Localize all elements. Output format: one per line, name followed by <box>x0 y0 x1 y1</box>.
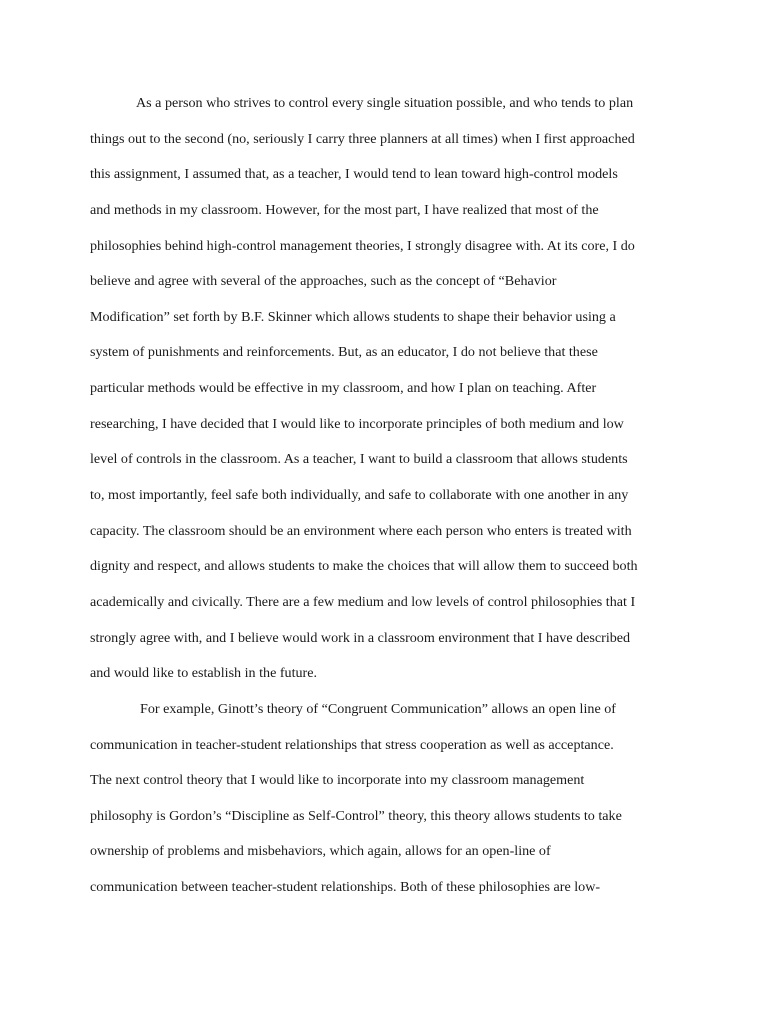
line-text: believe and agree with several of the approaches, such as the concept of “Behavior <box>90 273 557 290</box>
text-line <box>90 876 690 912</box>
line-text: particular methods would be effective in my classroom, and how I plan on teaching. After <box>90 380 597 397</box>
line-text: philosophies behind high-control management theories, I strongly disagree with. At its core, I do <box>90 237 635 254</box>
essay-body <box>90 92 690 912</box>
line-text: dignity and respect, and allows students to make the choices that will allow them to succeed both <box>90 558 638 575</box>
line-text: As a person who strives to control every single situation possible, and who tends to plan <box>136 95 634 111</box>
text-line <box>90 520 690 556</box>
text-line <box>90 627 690 663</box>
text-line <box>90 413 690 449</box>
line-text: capacity. The classroom should be an environment where each person who enters is treated with <box>90 522 632 539</box>
line-text: to, most importantly, feel safe both individually, and safe to collaborate with one another in any <box>90 487 629 504</box>
text-line <box>90 555 690 591</box>
text-line <box>90 769 690 805</box>
line-text: academically and civically. There are a few medium and low levels of control philosophies that I <box>90 593 636 610</box>
line-text: Modification” set forth by B.F. Skinner which allows students to shape their behavior using a <box>90 308 616 325</box>
text-line <box>90 734 690 770</box>
text-line <box>90 698 690 734</box>
line-text: and would like to establish in the future. <box>90 665 318 682</box>
text-line <box>90 662 690 698</box>
line-text: communication between teacher-student relationships. Both of these philosophies are low- <box>90 879 601 896</box>
line-text: level of controls in the classroom. As a teacher, I want to build a classroom that allows students <box>90 451 628 468</box>
line-text: system of punishments and reinforcements. But, as an educator, I do not believe that these <box>90 344 598 361</box>
line-text: researching, I have decided that I would like to incorporate principles of both medium and low <box>90 415 624 432</box>
text-line <box>90 163 690 199</box>
paragraph <box>90 698 690 912</box>
text-line <box>90 306 690 342</box>
text-line <box>90 591 690 627</box>
text-line <box>90 448 690 484</box>
text-line <box>90 377 690 413</box>
line-text: this assignment, I assumed that, as a teacher, I would tend to lean toward high-control models <box>90 166 618 183</box>
text-line <box>90 484 690 520</box>
line-text: ownership of problems and misbehaviors, which again, allows for an open-line of <box>90 843 551 860</box>
text-line <box>90 199 690 235</box>
text-line <box>90 235 690 271</box>
line-text: For example, Ginott’s theory of “Congruent Communication” allows an open line of <box>140 700 616 717</box>
paragraph <box>90 92 690 698</box>
text-line <box>90 92 690 128</box>
line-text: The next control theory that I would like to incorporate into my classroom management <box>90 772 585 789</box>
line-text: strongly agree with, and I believe would work in a classroom environment that I have described <box>90 629 631 646</box>
text-line <box>90 341 690 377</box>
line-text: philosophy is Gordon’s “Discipline as Self-Control” theory, this theory allows students to take <box>90 807 622 824</box>
text-line <box>90 840 690 876</box>
line-text: communication in teacher-student relationships that stress cooperation as well as acceptance. <box>90 736 614 753</box>
text-line <box>90 270 690 306</box>
text-line <box>90 805 690 841</box>
text-line <box>90 128 690 164</box>
line-text: things out to the second (no, seriously I carry three planners at all times) when I first approached <box>90 130 635 147</box>
line-text: and methods in my classroom. However, for the most part, I have realized that most of the <box>90 201 599 218</box>
